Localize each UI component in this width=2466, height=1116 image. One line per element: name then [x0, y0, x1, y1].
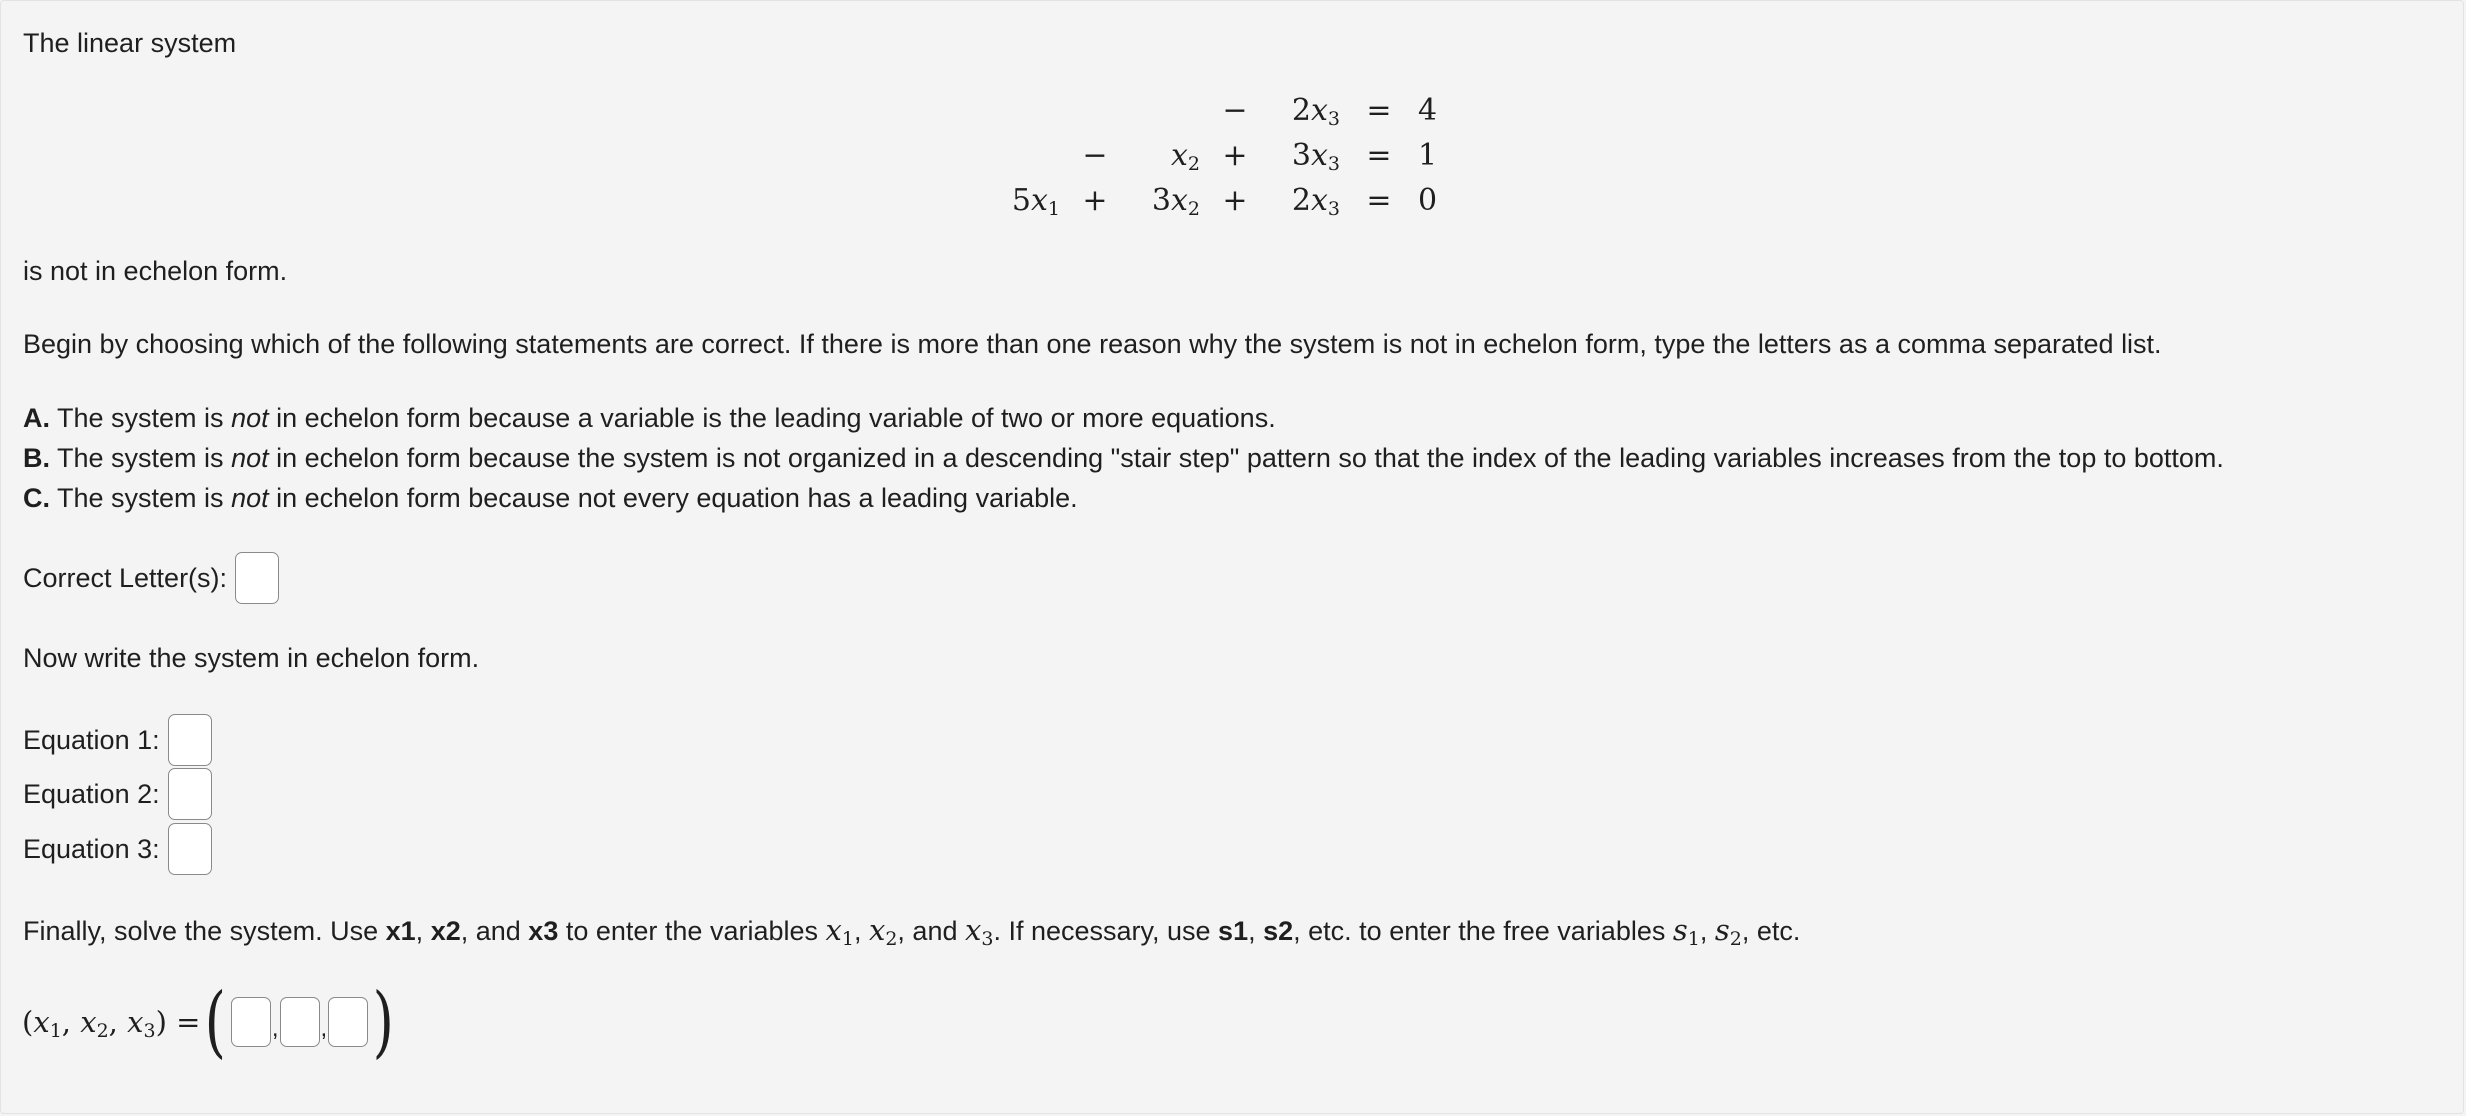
correct-letters-row — [23, 552, 279, 604]
x1-input[interactable] — [231, 997, 271, 1047]
equals-sign: = — [1366, 93, 1392, 128]
option-b: B. The system is not in echelon form because the system is not organized in a descending "stair step" pattern so that the index of the leading variables increases from the top to bottom. — [23, 443, 2224, 473]
solution-tuple — [22, 977, 399, 1067]
term: $2x_3$ — [1291, 183, 1340, 220]
equation-1-label: Equation 1: — [23, 724, 160, 755]
instructions-text: Begin by choosing which of the following statements are correct. If there is more than one reason why the system is not in echelon form, type the letters as a comma separated list. — [23, 329, 2162, 359]
equation-2-input[interactable] — [168, 768, 212, 820]
comma: , — [271, 1015, 279, 1042]
right-paren: ) — [372, 977, 395, 1067]
equation-2-label: Equation 2: — [23, 778, 160, 809]
equals-sign: = — [1366, 138, 1392, 173]
correct-letters-label: Correct Letter(s): — [23, 562, 228, 593]
operator: + — [1222, 138, 1248, 173]
rhs-value: 0 — [1418, 183, 1438, 218]
equation-3-row — [23, 823, 212, 875]
option-a: A. The system is not in echelon form because a variable is the leading variable of two or more equations. — [23, 403, 1276, 433]
option-c: C. The system is not in echelon form because not every equation has a leading variable. — [23, 483, 1078, 513]
equation-1-row — [23, 714, 212, 766]
operator: − — [1222, 93, 1248, 128]
x2-input[interactable] — [280, 997, 320, 1047]
operator: − — [1082, 138, 1108, 173]
equation-2-row — [23, 768, 212, 820]
now-write-text: Now write the system in echelon form. — [23, 643, 480, 673]
operator: + — [1082, 183, 1108, 218]
system-row-2 — [1010, 133, 1448, 178]
term: $3x_3$ — [1291, 138, 1340, 175]
term: $2x_3$ — [1291, 93, 1340, 130]
tuple-lhs: ($x_1$, $x_2$, $x_3$) = — [22, 1005, 201, 1042]
finally-text: Finally, solve the system. Use x1, x2, and x3 to enter the variables $x_1$, $x_2$, and $x_3$. If necessary, use s1, s2, etc. to enter the free variables $s_1$, $s_2$, etc. — [23, 913, 1801, 950]
term: $3x_2$ — [1151, 183, 1200, 220]
operator: + — [1222, 183, 1248, 218]
rhs-value: 1 — [1418, 138, 1438, 173]
rhs-value: 4 — [1418, 93, 1438, 128]
equation-1-input[interactable] — [168, 714, 212, 766]
comma: , — [320, 1015, 328, 1042]
intro-text: The linear system — [23, 28, 237, 58]
not-echelon-text: is not in echelon form. — [23, 256, 288, 286]
left-paren: ( — [204, 977, 227, 1067]
option-letter: B. — [23, 443, 50, 473]
system-row-3 — [1010, 178, 1448, 223]
option-letter: C. — [23, 483, 50, 513]
x3-input[interactable] — [328, 997, 368, 1047]
equation-3-input[interactable] — [168, 823, 212, 875]
correct-letters-input[interactable] — [235, 552, 279, 604]
linear-system — [1010, 88, 1448, 223]
equation-3-label: Equation 3: — [23, 833, 160, 864]
system-row-1 — [1010, 88, 1448, 133]
equals-sign: = — [1366, 183, 1392, 218]
term: $x_2$ — [1170, 138, 1200, 175]
term: $5x_1$ — [1011, 183, 1060, 220]
option-letter: A. — [23, 403, 50, 433]
